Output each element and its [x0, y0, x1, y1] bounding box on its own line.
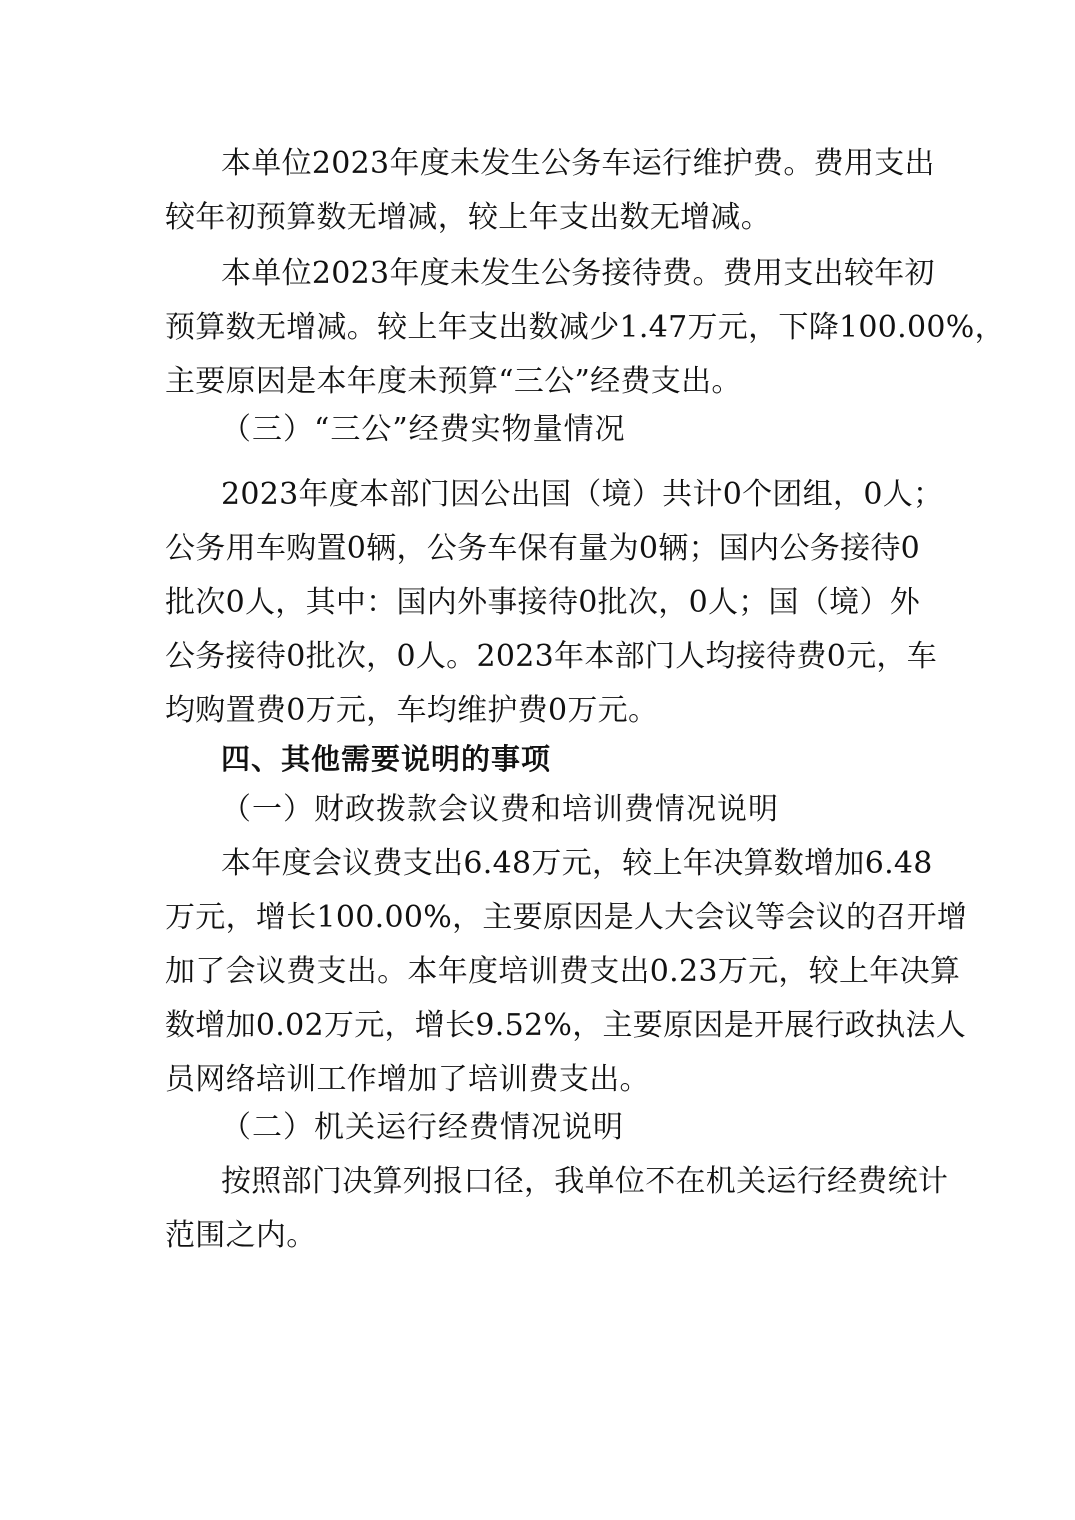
paragraph-meeting-line-3: 加了会议费支出。本年度培训费支出0.23万元，较上年决算: [165, 954, 961, 989]
paragraph-operating-line-2: 范围之内。: [165, 1218, 317, 1253]
paragraph-quantities-line-5: 均购置费0万元，车均维护费0万元。: [165, 693, 659, 728]
subheading-operating-expenses: （二）机关运行经费情况说明: [221, 1110, 624, 1145]
paragraph-quantities-line-2: 公务用车购置0辆，公务车保有量为0辆；国内公务接待0: [165, 531, 921, 566]
paragraph-reception-line-3: 主要原因是本年度未预算“三公”经费支出。: [165, 364, 742, 399]
paragraph-meeting-line-1: 本年度会议费支出6.48万元，较上年决算数增加6.48: [221, 846, 933, 881]
paragraph-reception-line-1: 本单位2023年度未发生公务接待费。费用支出较年初: [221, 256, 935, 291]
paragraph-quantities-line-3: 批次0人，其中：国内外事接待0批次，0人；国（境）外: [165, 585, 921, 620]
paragraph-operating-line-1: 按照部门决算列报口径，我单位不在机关运行经费统计: [221, 1164, 949, 1199]
section-heading-other-matters: 四、其他需要说明的事项: [221, 742, 552, 776]
paragraph-car-maintenance-line-1: 本单位2023年度未发生公务车运行维护费。费用支出: [221, 146, 935, 181]
paragraph-meeting-line-4: 数增加0.02万元，增长9.52%，主要原因是开展行政执法人: [165, 1008, 967, 1043]
paragraph-quantities-line-4: 公务接待0批次，0人。2023年本部门人均接待费0元，车: [165, 639, 938, 674]
paragraph-meeting-line-5: 员网络培训工作增加了培训费支出。: [165, 1062, 650, 1097]
paragraph-meeting-line-2: 万元，增长100.00%，主要原因是人大会议等会议的召开增: [165, 900, 968, 935]
subheading-three-public-quantities: （三）“三公”经费实物量情况: [221, 412, 626, 447]
paragraph-car-maintenance-line-2: 较年初预算数无增减，较上年支出数无增减。: [165, 200, 771, 235]
paragraph-quantities-line-1: 2023年度本部门因公出国（境）共计0个团组，0人；: [221, 477, 944, 512]
paragraph-reception-line-2: 预算数无增减。较上年支出数减少1.47万元，下降100.00%，: [165, 310, 1005, 345]
subheading-meeting-training-fees: （一）财政拨款会议费和培训费情况说明: [221, 792, 779, 827]
